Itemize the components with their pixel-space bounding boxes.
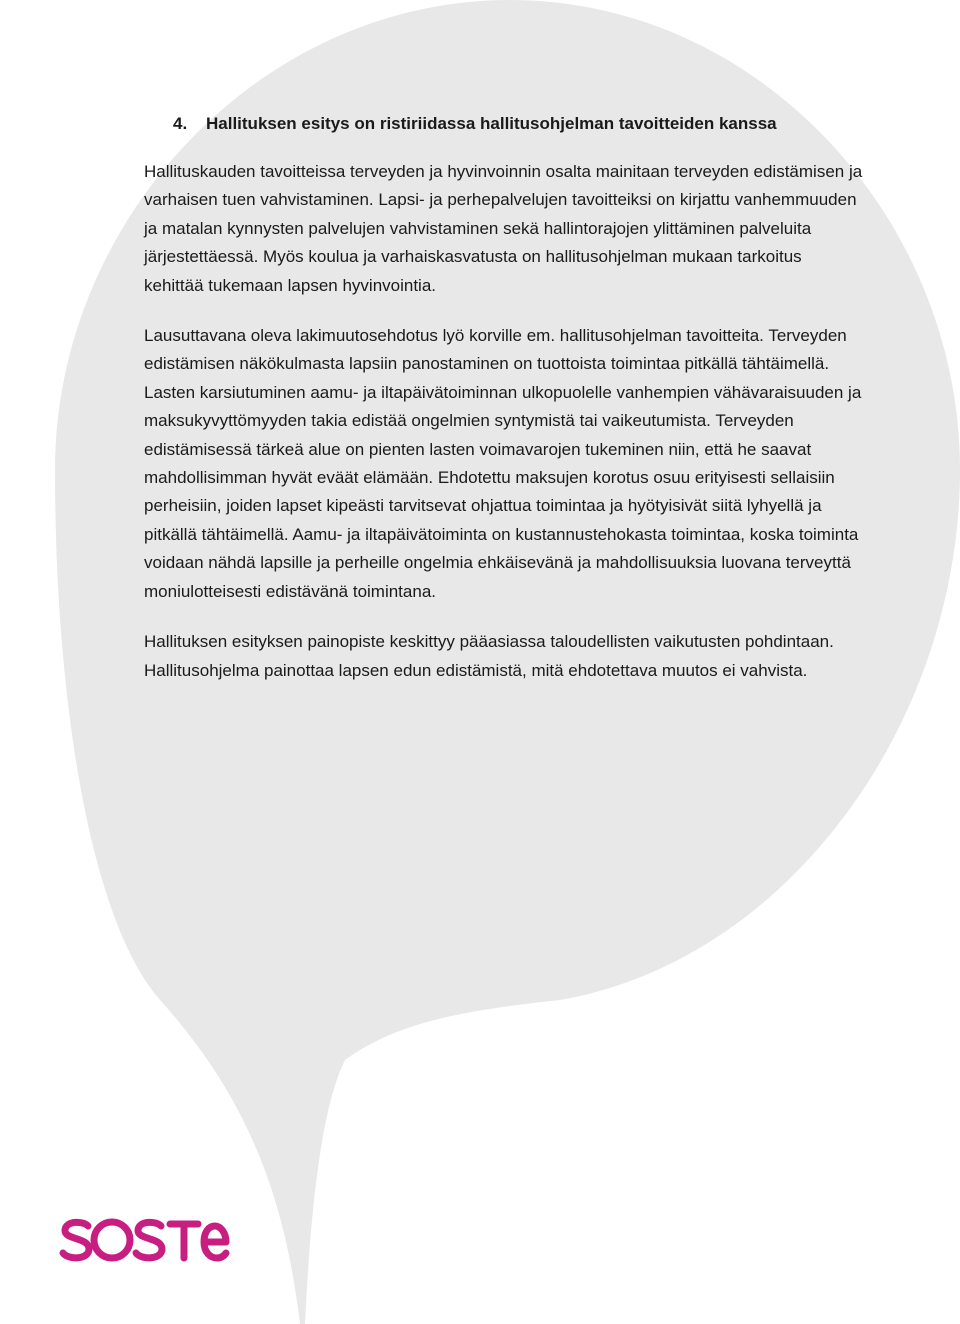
section-title: Hallituksen esitys on ristiriidassa hallitusohjelman tavoitteiden kanssa [206, 114, 777, 133]
soste-logo [58, 1212, 230, 1268]
section-heading [173, 110, 864, 138]
document-body [144, 110, 864, 685]
paragraph-1: Hallituskauden tavoitteissa terveyden ja hyvinvoinnin osalta mainitaan terveyden edistämisen ja varhaisen tuen vahvistaminen. Lapsi- ja perhepalvelujen tavoitteiksi on kirjattu vanhemmuuden ja matalan kynnysten palvelujen vahvistaminen sekä hallintorajojen ylittäminen palveluita järjestettäessä. Myös koulua ja varhaiskasvatusta on hallitusohjelman mukaan tarkoitus kehittää tukemaan lapsen hyvinvointia. [144, 162, 863, 295]
paragraph-2: Lausuttavana oleva lakimuutosehdotus lyö korville em. hallitusohjelman tavoitteita. Terveyden edistämisen näkökulmasta lapsiin panostaminen on tuottoista toimintaa pitkällä tähtäimellä. Lasten karsiutuminen aamu- ja iltapäivätoiminnan ulkopuolelle vanhempien vähävaraisuuden ja maksukyvyttömyyden takia edistää ongelmien syntymistä tai vaikeutumista. Terveyden edistämisessä tärkeä alue on pienten lasten voimavarojen tukeminen niin, että he saavat mahdollisimman hyvät eväät elämään. Ehdotettu maksujen korotus osuu erityisesti sellaisiin perheisiin, joiden lapset kipeästi tarvitsevat ohjattua toimintaa ja hyötyisivät siitä lyhyellä ja pitkällä tähtäimellä. Aamu- ja iltapäivätoiminta on kustannustehokasta toimintaa, koska toiminta voidaan nähdä lapsille ja perheille ongelmia ehkäisevänä ja mahdollisuuksia luovana terveyttä moniulotteisesti edistävänä toimintana. [144, 326, 862, 601]
section-number: 4. [173, 114, 188, 133]
paragraph-3: Hallituksen esityksen painopiste keskittyy pääasiassa taloudellisten vaikutusten pohdintaan. Hallitusohjelma painottaa lapsen edun edistämistä, mitä ehdotettava muutos ei vahvista. [144, 632, 834, 680]
